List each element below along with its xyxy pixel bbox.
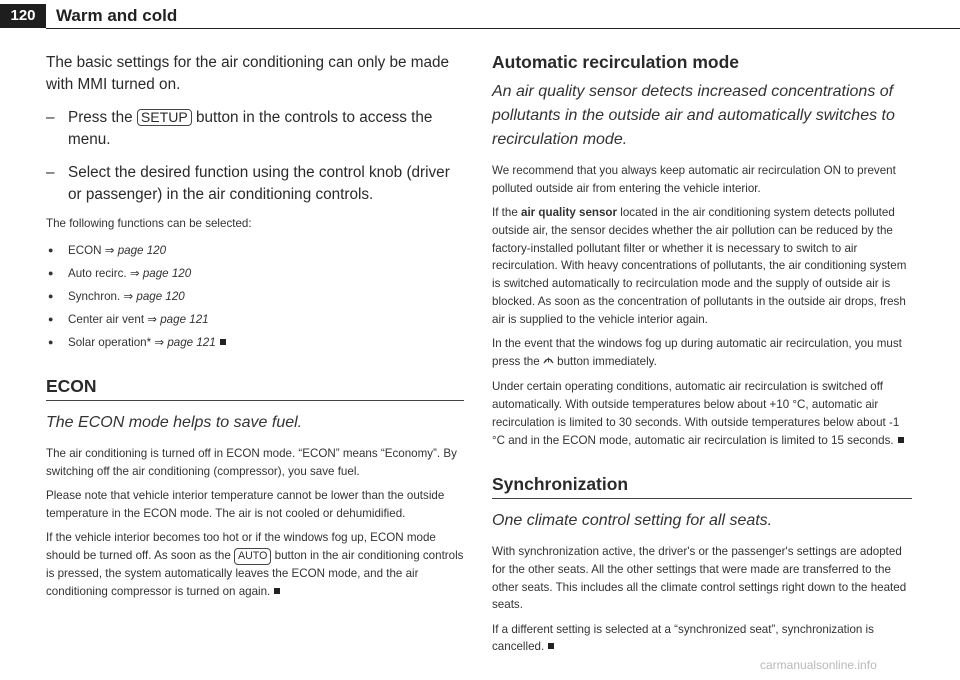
econ-paragraph-2: Please note that vehicle interior temperature cannot be lower than the outside temperature in the ECON mode. The air is not cooled or dehumidified. xyxy=(46,489,445,521)
bullet-icon: ● xyxy=(48,314,54,325)
paragraph-text: located in the air conditioning system detects polluted outside air, the sensor decides whether the air pollution can be reduced by the factory-installed pollutant filter or whether it is necessary to switch to air recirculation. With heavy concentrations of pollutants, the air conditioning system is switched automatically to recirculation mode and the supply of outside air is blocked. As soon as the concentration of pollutants in the outside air drops, fresh air is supplied to the vehicle interior again. xyxy=(492,206,907,326)
step-text: button in the controls to access the menu. xyxy=(68,109,433,148)
sync-lead: One climate control setting for all seats. xyxy=(492,511,773,529)
page-reference[interactable]: page 120 xyxy=(117,244,167,258)
arrow-icon: ⇒ xyxy=(154,336,165,350)
function-label: Synchron. xyxy=(68,290,121,304)
arrow-icon: ⇒ xyxy=(147,313,157,327)
recirc-paragraph-4 xyxy=(492,378,912,449)
sync-paragraph-2 xyxy=(492,621,912,657)
list-item xyxy=(46,331,464,354)
recirc-paragraph-3 xyxy=(492,335,912,372)
intro-paragraph: The basic settings for the air conditioning can only be made with MMI turned on. xyxy=(46,54,450,93)
function-label: ECON xyxy=(68,244,102,258)
page-reference[interactable]: page 121 xyxy=(160,313,209,327)
functions-intro: The following functions can be selected: xyxy=(46,217,252,230)
recirc-heading: Automatic recirculation mode xyxy=(492,52,739,72)
page-header xyxy=(0,0,960,32)
list-item xyxy=(46,239,464,262)
function-label: Solar operation* xyxy=(68,336,152,350)
paragraph-text: In the event that the windows fog up during automatic air recirculation, you must press the xyxy=(492,337,902,368)
end-mark-icon xyxy=(274,588,280,594)
sync-heading: Synchronization xyxy=(492,472,912,499)
paragraph-text: button in the air conditioning controls is pressed, the system automatically leaves the ECON mode, and the air conditioning compressor is turned on again. xyxy=(46,549,464,599)
page-number: 120 xyxy=(0,4,46,28)
bullet-icon: ● xyxy=(48,291,54,302)
page-reference[interactable]: page 121 xyxy=(167,336,216,350)
function-label: Auto recirc. xyxy=(68,267,127,281)
right-column xyxy=(492,52,912,663)
step-text: Select the desired function using the control knob (driver or passenger) in the air conditioning controls. xyxy=(68,164,450,203)
paragraph-text: button immediately. xyxy=(553,354,657,368)
recirc-paragraph-1: We recommend that you always keep automatic air recirculation ON to prevent polluted outside air from entering the vehicle interior. xyxy=(492,164,896,195)
left-column xyxy=(46,52,464,607)
end-mark-icon xyxy=(548,643,554,649)
bold-term: air quality sensor xyxy=(521,206,618,220)
page-reference[interactable]: page 120 xyxy=(136,290,185,304)
setup-key: SETUP xyxy=(137,109,192,126)
step-dash: – xyxy=(46,164,55,181)
page-reference[interactable]: page 120 xyxy=(142,267,192,281)
arrow-icon: ⇒ xyxy=(123,290,134,304)
auto-key: AUTO xyxy=(234,548,271,565)
paragraph-text: If the xyxy=(492,206,522,220)
paragraph-text: If a different setting is selected at a “synchronized seat”, synchronization is cancelled. xyxy=(492,622,874,654)
arrow-icon: ⇒ xyxy=(104,244,115,258)
step-dash: – xyxy=(46,109,55,126)
chapter-title: Warm and cold xyxy=(56,6,178,25)
paragraph-text: Under certain operating conditions, automatic air recirculation is switched off automatically. With outside temperatures below about +10 °C, automatic air recirculation is limited to 30 seconds. With outside temperatures below about -1 °C and in the ECON mode, automatic air recirculation is limited to 15 seconds. xyxy=(492,380,900,447)
end-mark-icon xyxy=(220,339,226,345)
watermark-text: carmanualsonline.info xyxy=(760,658,877,672)
list-item xyxy=(46,308,464,331)
function-label: Center air vent xyxy=(68,313,145,327)
bullet-icon: ● xyxy=(48,268,54,279)
recirc-lead: An air quality sensor detects increased concentrations of pollutants in the outside air and automatically switches to recirculation mode. xyxy=(492,83,895,148)
list-item xyxy=(46,285,464,308)
econ-lead: The ECON mode helps to save fuel. xyxy=(46,414,303,432)
step-setup xyxy=(46,107,464,151)
arrow-icon: ⇒ xyxy=(129,267,140,281)
bullet-icon: ● xyxy=(48,245,54,256)
econ-paragraph-1: The air conditioning is turned off in ECON mode. “ECON” means “Economy”. By switching off the air conditioning (compressor), you save fuel. xyxy=(46,447,457,479)
functions-list xyxy=(46,239,464,354)
bullet-icon: ● xyxy=(48,337,54,348)
econ-heading: ECON xyxy=(46,374,464,401)
econ-paragraph-3 xyxy=(46,529,464,600)
paragraph-text: If the vehicle interior becomes too hot or if the windows fog up, ECON mode should be turned off. As soon as the xyxy=(46,531,436,563)
recirc-paragraph-2 xyxy=(492,204,912,329)
end-mark-icon xyxy=(898,437,904,443)
fan-defrost-icon xyxy=(543,354,554,372)
step-select xyxy=(46,162,464,206)
list-item xyxy=(46,262,464,285)
step-text: Press the xyxy=(68,109,137,126)
header-rule xyxy=(46,28,960,29)
sync-paragraph-1: With synchronization active, the driver's or the passenger's settings are adopted for the other seats. All the other settings that were made are transferred to the other seats. This includes all the climate control settings right down to the heated seats. xyxy=(492,544,907,612)
